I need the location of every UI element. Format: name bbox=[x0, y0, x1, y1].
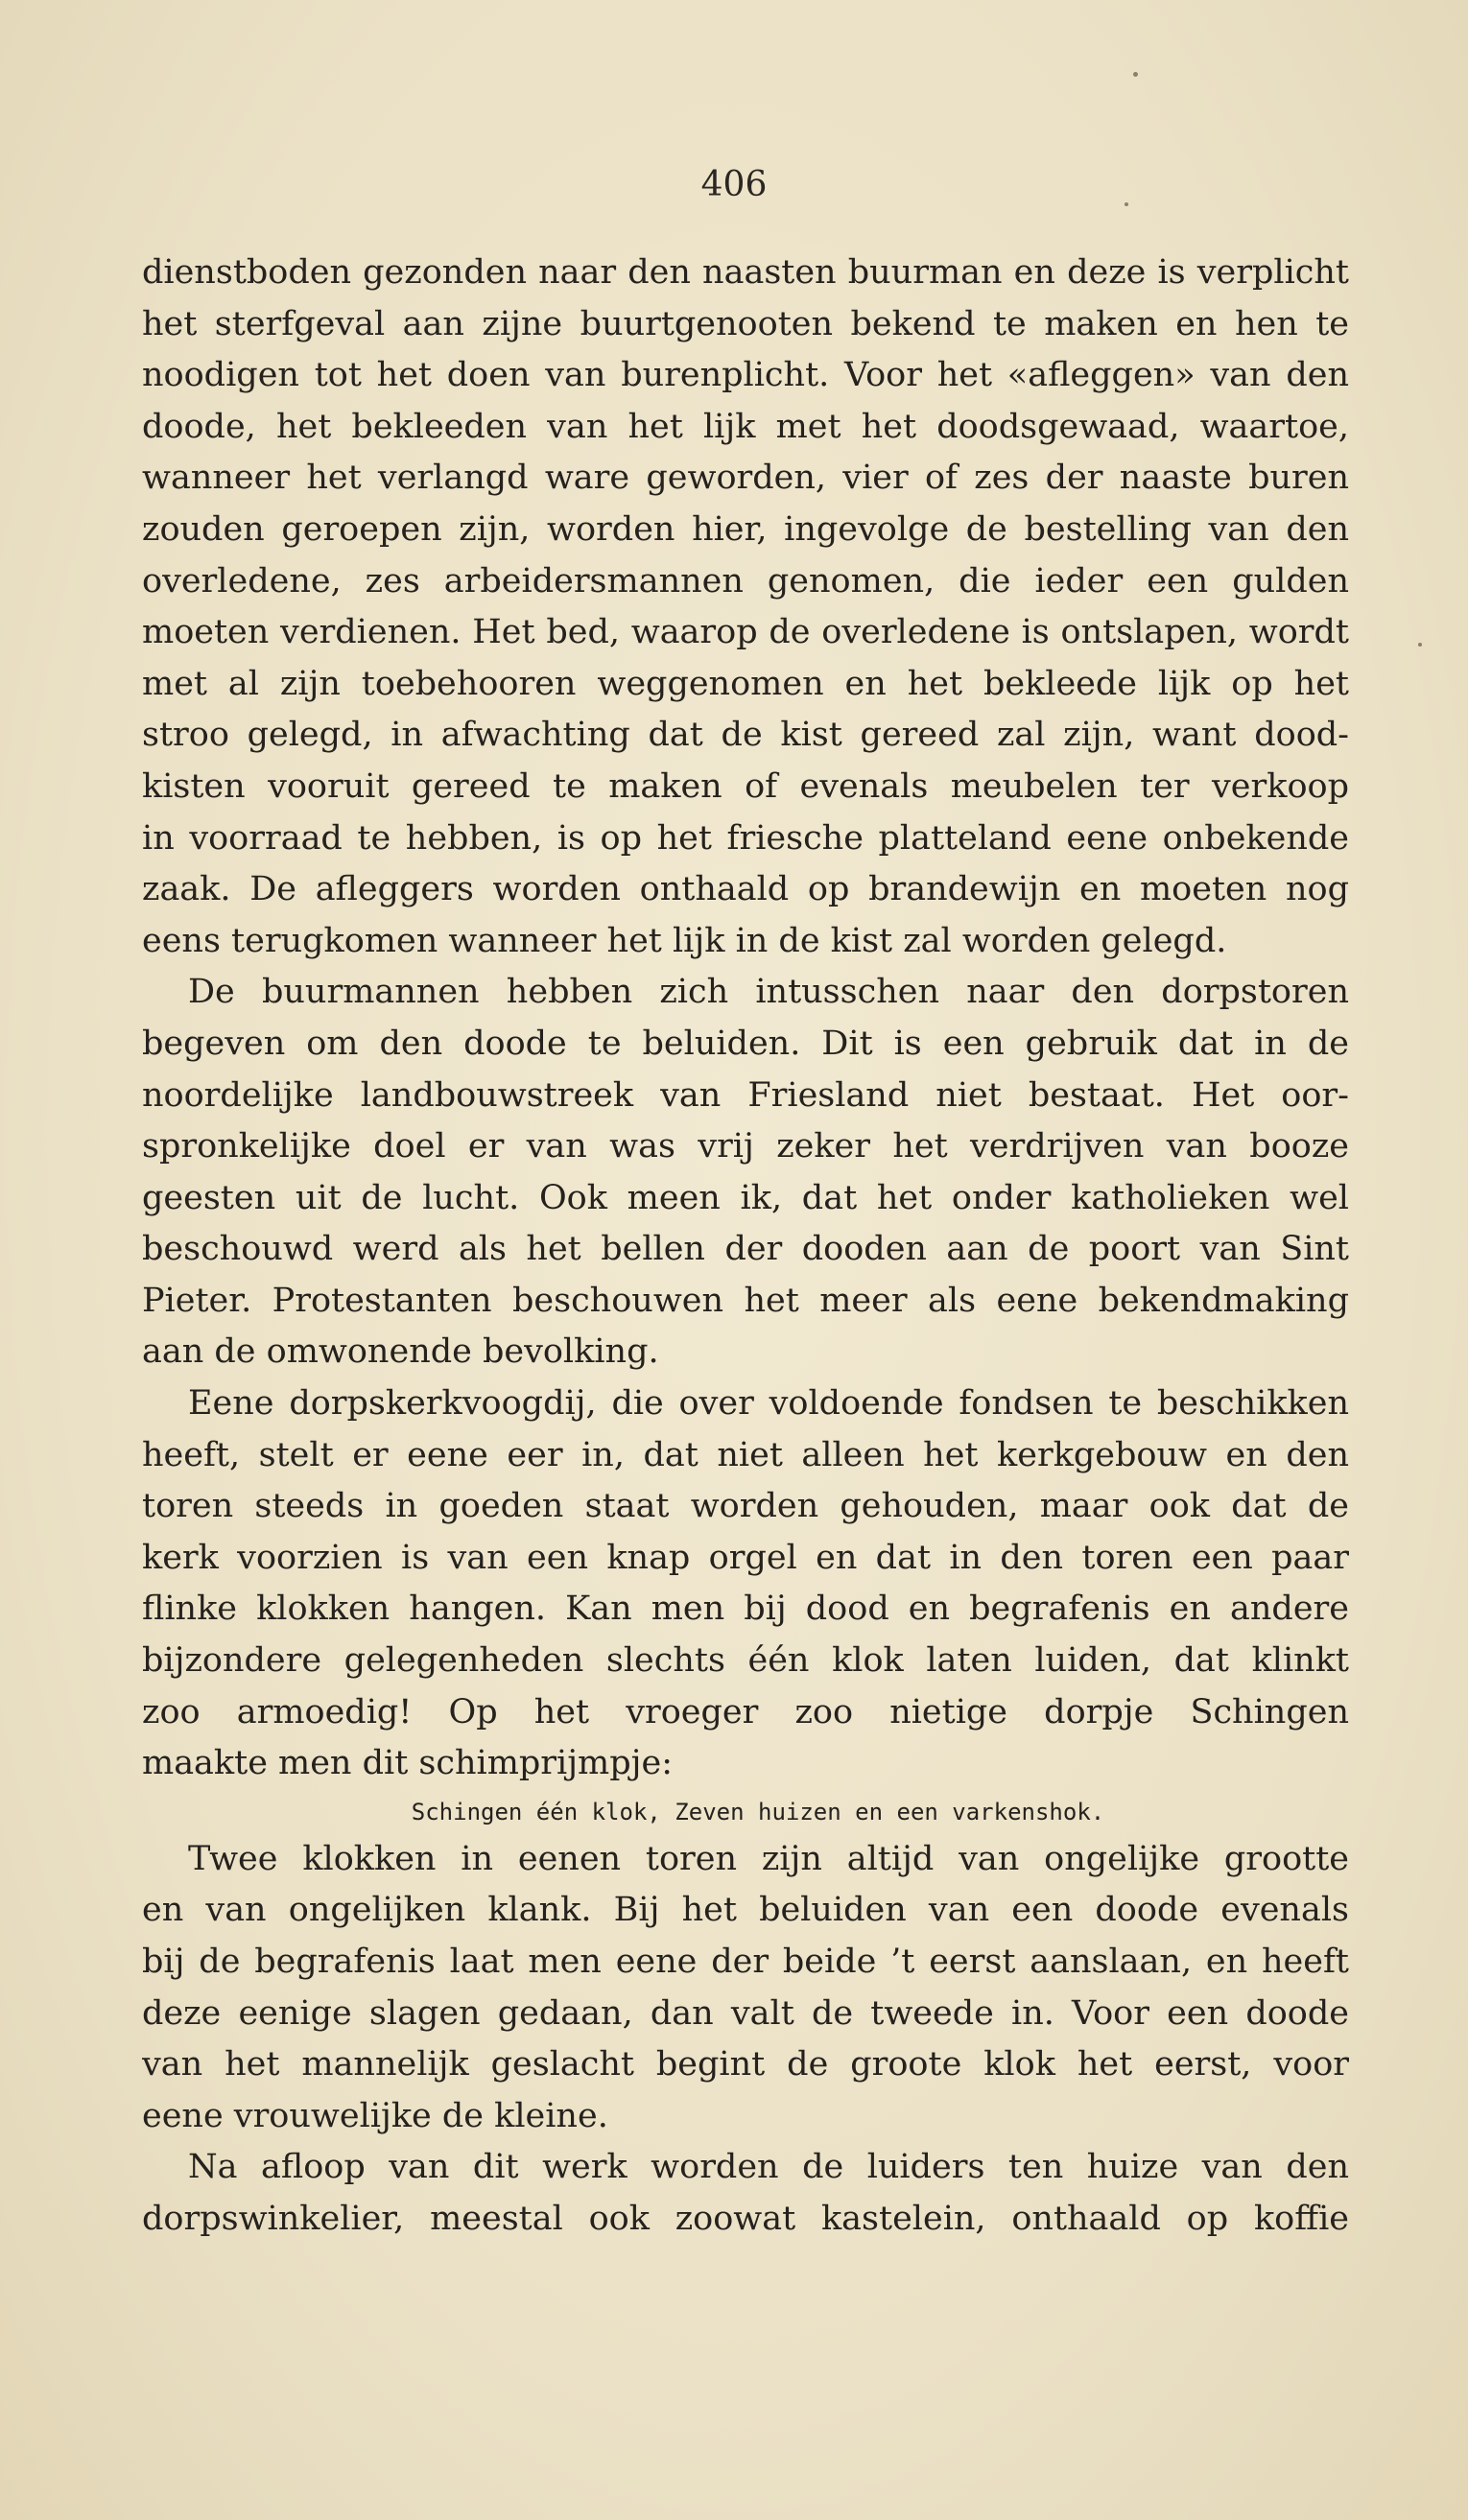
text-line: eene vrouwelijke de kleine. bbox=[142, 2096, 608, 2135]
text-line: het sterfgeval aan zijne buurtgenooten bekend te maken en hen te bbox=[142, 304, 1349, 343]
text-line: zouden geroepen zijn, worden hier, ingevolge de bestelling van den bbox=[142, 509, 1349, 549]
text-line: zaak. De afleggers worden onthaald op brandewijn en moeten nog bbox=[142, 870, 1349, 909]
text-line: begeven om den doode te beluiden. Dit is een gebruik dat in de bbox=[142, 1024, 1349, 1063]
text-line: eens terugkomen wanneer het lijk in de kist zal worden gelegd. bbox=[142, 921, 1227, 960]
text-line: met al zijn toebehooren weggenomen en het bekleede lijk op het bbox=[142, 664, 1349, 703]
text-line: bij de begrafenis laat men eene der beide ’t eerst aanslaan, en heeft bbox=[142, 1943, 1349, 1981]
text-line: dienstboden gezonden naar den naasten buurman en deze is verplicht bbox=[142, 253, 1349, 292]
text-line: in voorraad te hebben, is op het friesche platteland eene onbekende bbox=[142, 818, 1349, 858]
text-line: moeten verdienen. Het bed, waarop de overledene is ontslapen, wordt bbox=[142, 613, 1349, 652]
text-line: zoo armoedig! Op het vroeger zoo nietige dorpje Schingen bbox=[142, 1692, 1349, 1731]
text-line: kerk voorzien is van een knap orgel en dat in den toren een paar bbox=[142, 1538, 1349, 1577]
text-line: geesten uit de lucht. Ook meen ik, dat het onder katholieken wel bbox=[142, 1178, 1349, 1217]
paragraph bbox=[142, 967, 1349, 1378]
text-line: maakte men dit schimprijmpje: bbox=[142, 1744, 674, 1783]
text-line: aan de omwonende bevolking. bbox=[142, 1332, 659, 1372]
text-line: noodigen tot het doen van burenplicht. Voor het «afleggen» van den bbox=[142, 356, 1349, 395]
text-line: beschouwd werd als het bellen der dooden aan de poort van Sint bbox=[142, 1230, 1349, 1269]
paper-speck bbox=[1418, 643, 1422, 647]
text-line: overledene, zes arbeidersmannen genomen, die ieder een gulden bbox=[142, 561, 1349, 601]
paragraph bbox=[142, 2142, 1349, 2245]
paragraph bbox=[142, 1378, 1349, 1790]
paper-speck bbox=[1125, 202, 1128, 206]
rhyme-verse: Schingen één klok, Zeven huizen en een varkenshok. bbox=[411, 1798, 1105, 1825]
text-line: flinke klokken hangen. Kan men bij dood en begrafenis en andere bbox=[142, 1590, 1349, 1629]
text-line: spronkelijke doel er van was vrij zeker het verdrijven van booze bbox=[142, 1127, 1349, 1166]
text-line: heeft, stelt er eene eer in, dat niet alleen het kerkgebouw en den bbox=[142, 1435, 1349, 1474]
paragraphs-after-verse bbox=[142, 1834, 1349, 2246]
text-line: bijzondere gelegenheden slechts één klok laten luiden, dat klinkt bbox=[142, 1641, 1349, 1681]
text-line: stroo gelegd, in afwachting dat de kist gereed zal zijn, want dood- bbox=[142, 716, 1349, 755]
text-line: kisten vooruit gereed te maken of evenals meubelen ter verkoop bbox=[142, 766, 1349, 806]
body-text bbox=[142, 247, 1349, 2246]
text-line: Twee klokken in eenen toren zijn altijd van ongelijke grootte bbox=[188, 1839, 1349, 1878]
text-line: Pieter. Protestanten beschouwen het meer als eene bekendmaking bbox=[142, 1281, 1349, 1320]
text-line: noordelijke landbouwstreek van Friesland niet bestaat. Het oor- bbox=[142, 1075, 1349, 1115]
text-line: Eene dorpskerkvoogdij, die over voldoende fondsen te beschikken bbox=[188, 1384, 1349, 1424]
text-line: toren steeds in goeden staat worden gehouden, maar ook dat de bbox=[142, 1487, 1349, 1526]
text-line: van het mannelijk geslacht begint de groote klok het eerst, voor bbox=[142, 2045, 1349, 2084]
paper-speck bbox=[1133, 72, 1138, 77]
text-line: en van ongelijken klank. Bij het beluiden van een doode evenals bbox=[142, 1891, 1349, 1930]
text-line: De buurmannen hebben zich intusschen naar den dorpstoren bbox=[188, 973, 1349, 1012]
text-line: wanneer het verlangd ware geworden, vier of zes der naaste buren bbox=[142, 459, 1349, 498]
paragraph bbox=[142, 1834, 1349, 2143]
paragraphs-before-verse bbox=[142, 247, 1349, 1790]
text-line: dorpswinkelier, meestal ook zoowat kastelein, onthaald op koffie bbox=[142, 2199, 1349, 2238]
text-line: Na afloop van dit werk worden de luiders ten huize van den bbox=[188, 2148, 1349, 2187]
text-line: deze eenige slagen gedaan, dan valt de tweede in. Voor een doode bbox=[142, 1993, 1349, 2033]
paragraph bbox=[142, 247, 1349, 967]
page-number: 406 bbox=[700, 165, 768, 204]
text-line: doode, het bekleeden van het lijk met het doodsgewaad, waartoe, bbox=[142, 407, 1349, 446]
